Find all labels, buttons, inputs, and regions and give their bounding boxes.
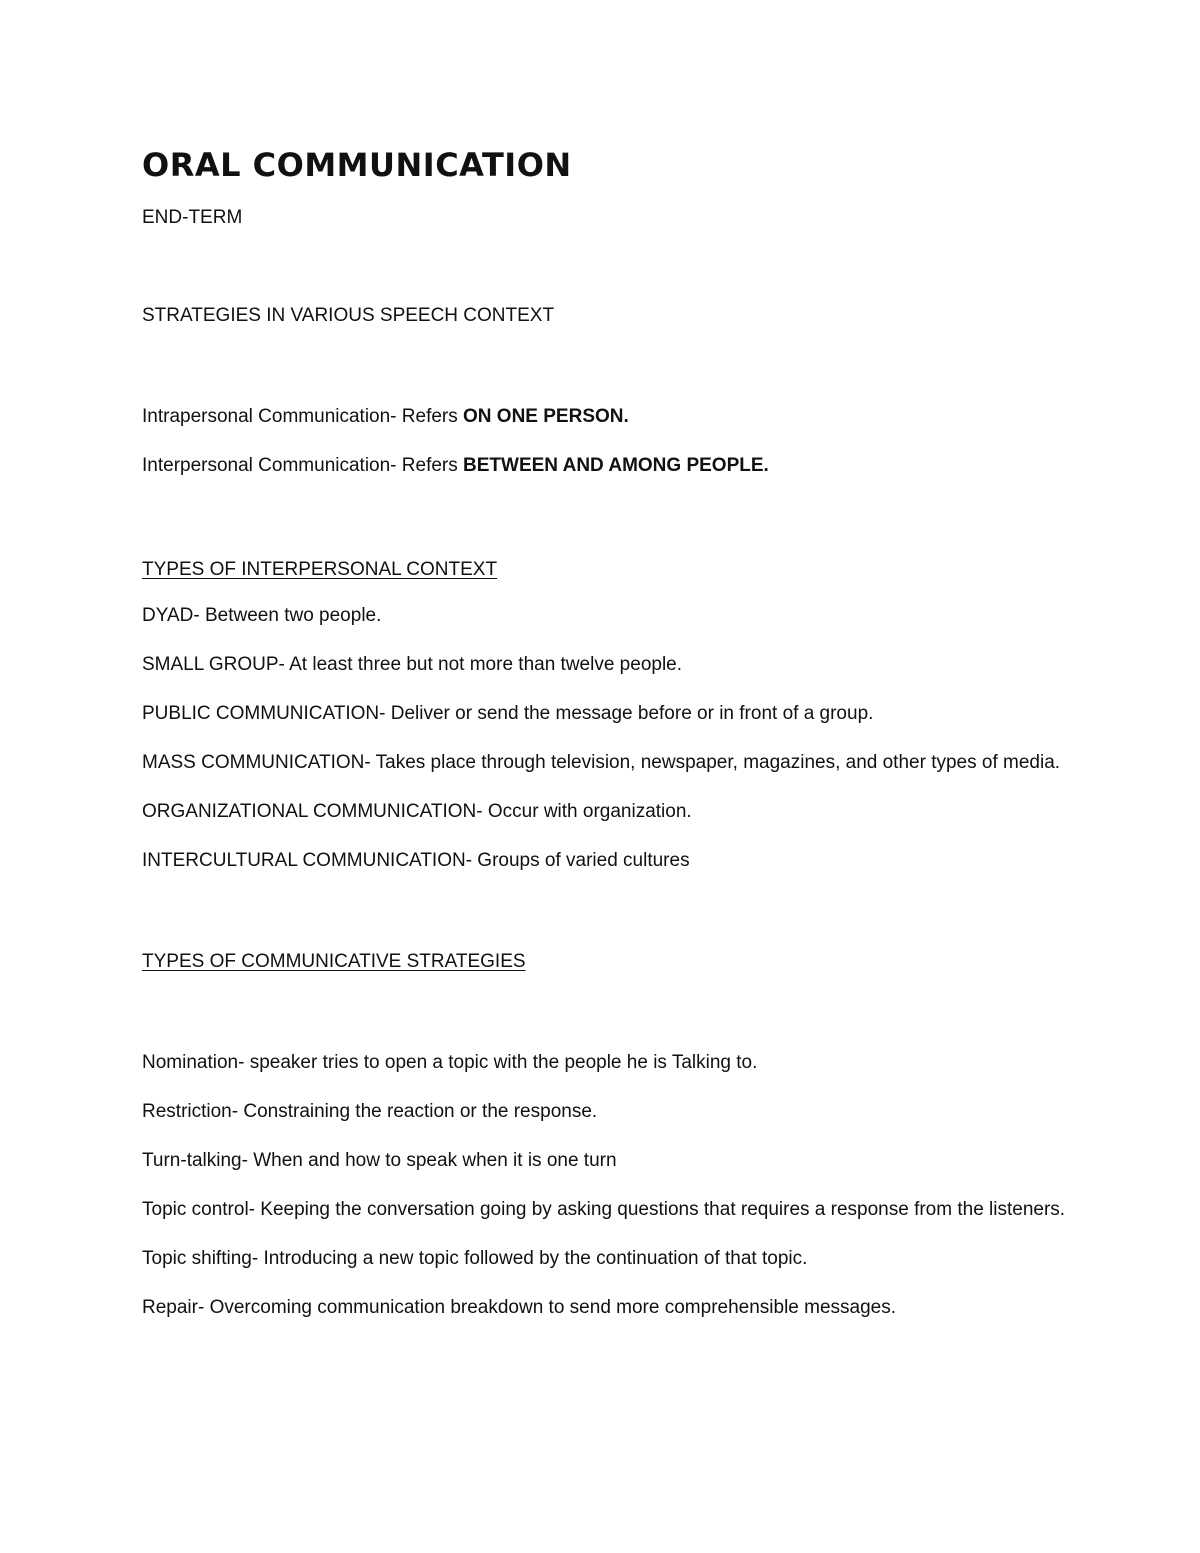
definition-interpersonal <box>142 450 1072 482</box>
list-item-nomination: Nomination- speaker tries to open a topic with the people he is Talking to. <box>142 1052 758 1073</box>
list-item-topic-shifting: Topic shifting- Introducing a new topic followed by the continuation of that topic. <box>142 1248 808 1269</box>
section-heading-communicative-strategies: TYPES OF COMMUNICATIVE STRATEGIES <box>142 951 526 972</box>
document-body <box>142 140 1072 1324</box>
list-item-turn-talking: Turn-talking- When and how to speak when it is one turn <box>142 1150 617 1171</box>
list-item-topic-control: Topic control- Keeping the conversation going by asking questions that requires a response from the listeners. <box>142 1199 1066 1220</box>
list-item-dyad: DYAD- Between two people. <box>142 605 382 626</box>
definition-emphasis: ON ONE PERSON. <box>463 406 629 427</box>
document-title: ORAL COMMUNICATION <box>142 146 572 184</box>
list-item-organizational-communication: ORGANIZATIONAL COMMUNICATION- Occur with organization. <box>142 801 692 822</box>
definition-emphasis: BETWEEN AND AMONG PEOPLE. <box>463 455 769 476</box>
list-item-public-communication: PUBLIC COMMUNICATION- Deliver or send the message before or in front of a group. <box>142 703 874 724</box>
list-item-mass-communication: MASS COMMUNICATION- Takes place through television, newspaper, magazines, and other types of media. <box>142 752 1061 773</box>
definition-term: Intrapersonal Communication- Refers <box>142 406 464 427</box>
list-item-restriction: Restriction- Constraining the reaction or the response. <box>142 1101 598 1122</box>
list-item-intercultural-communication: INTERCULTURAL COMMUNICATION- Groups of varied cultures <box>142 850 690 871</box>
section-heading-strategies: STRATEGIES IN VARIOUS SPEECH CONTEXT <box>142 305 555 326</box>
document-subtitle: END-TERM <box>142 207 243 228</box>
definition-intrapersonal <box>142 401 1072 433</box>
list-item-repair: Repair- Overcoming communication breakdown to send more comprehensible messages. <box>142 1297 897 1318</box>
list-item-small-group: SMALL GROUP- At least three but not more than twelve people. <box>142 654 683 675</box>
definition-term: Interpersonal Communication- Refers <box>142 455 464 476</box>
section-heading-interpersonal-context: TYPES OF INTERPERSONAL CONTEXT <box>142 559 498 580</box>
